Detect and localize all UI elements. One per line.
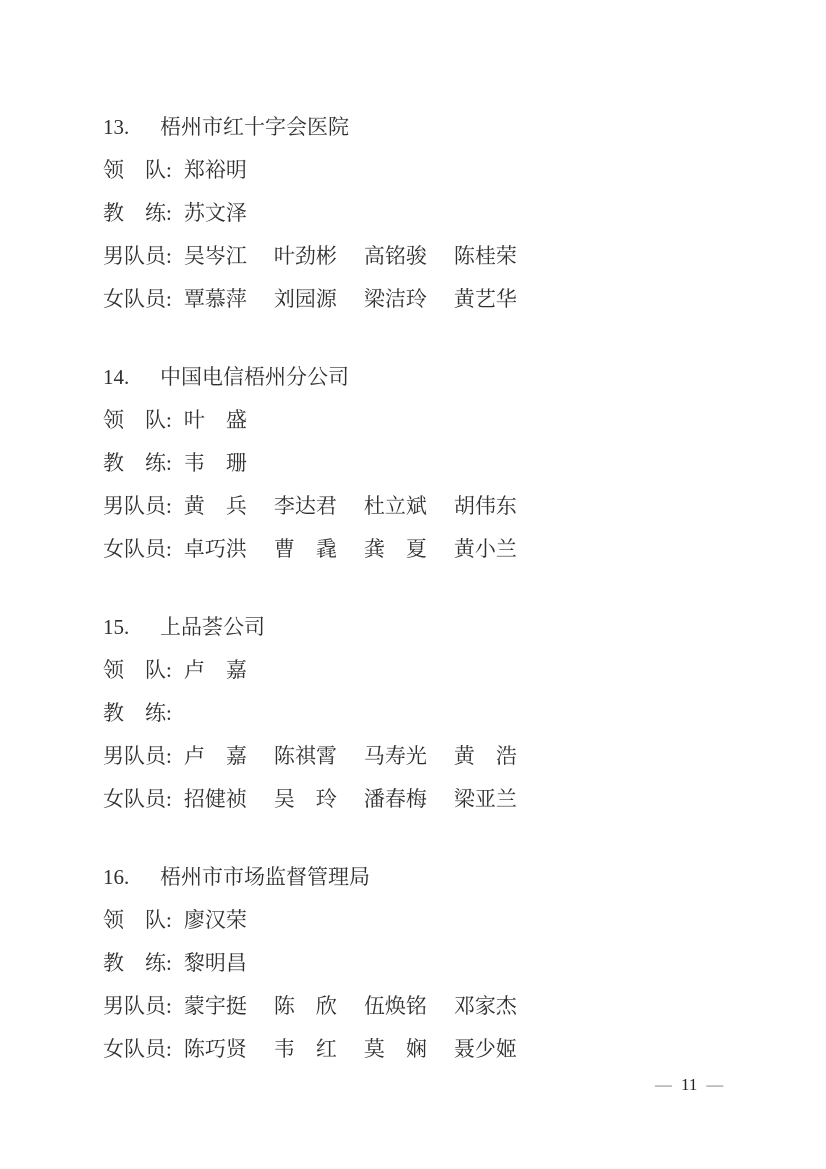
member-name: 黎明昌 [183, 951, 247, 975]
section-number: 16. [103, 865, 130, 889]
roster-row [103, 485, 544, 528]
team-section [103, 356, 544, 571]
member-name: 黄小兰 [453, 537, 517, 561]
member-name: 叶劲彬 [273, 244, 337, 268]
section-title: 梧州市市场监督管理局 [160, 865, 370, 889]
section-number: 14. [103, 365, 130, 389]
section-heading [103, 856, 544, 899]
roster-row [103, 235, 544, 278]
roster-row [103, 442, 544, 485]
page-number-dash-right: — [706, 1075, 724, 1094]
section-number: 13. [103, 115, 130, 139]
member-name: 梁亚兰 [453, 787, 517, 811]
section-title: 中国电信梧州分公司 [160, 365, 349, 389]
row-label: 教 练: [103, 951, 172, 975]
row-label: 男队员: [103, 494, 172, 518]
member-name: 吴 玲 [273, 787, 337, 811]
member-name: 黄 兵 [183, 494, 247, 518]
section-heading [103, 606, 544, 649]
row-label: 男队员: [103, 994, 172, 1018]
section-title: 上品荟公司 [160, 615, 265, 639]
page-number-dash-left: — [655, 1075, 672, 1094]
roster-row [103, 692, 544, 735]
team-section [103, 856, 544, 1071]
row-label: 女队员: [103, 787, 172, 811]
section-heading [103, 356, 544, 399]
row-label: 男队员: [103, 244, 172, 268]
member-name: 陈祺霄 [273, 744, 337, 768]
row-label: 领 队: [103, 408, 172, 432]
member-name: 卓巧洪 [183, 537, 247, 561]
roster-row [103, 649, 544, 692]
member-name: 韦 红 [273, 1037, 337, 1061]
member-name: 黄 浩 [453, 744, 517, 768]
member-name: 廖汉荣 [183, 908, 247, 932]
member-name: 李达君 [273, 494, 337, 518]
roster-row [103, 399, 544, 442]
member-name: 卢 嘉 [183, 744, 247, 768]
member-name: 郑裕明 [183, 158, 247, 182]
member-name: 刘园源 [273, 287, 337, 311]
member-name: 高铭骏 [363, 244, 427, 268]
member-name: 梁洁玲 [363, 287, 427, 311]
roster-row [103, 278, 544, 321]
member-name: 叶 盛 [183, 408, 247, 432]
page-footer [655, 1074, 723, 1096]
roster-content [103, 106, 544, 1106]
team-section [103, 106, 544, 321]
row-label: 领 队: [103, 658, 172, 682]
row-label: 男队员: [103, 744, 172, 768]
member-name: 潘春梅 [363, 787, 427, 811]
roster-row [103, 985, 544, 1028]
section-heading [103, 106, 544, 149]
section-number: 15. [103, 615, 130, 639]
member-name: 苏文泽 [183, 201, 247, 225]
member-name: 杜立斌 [363, 494, 427, 518]
roster-row [103, 899, 544, 942]
member-name: 陈巧贤 [183, 1037, 247, 1061]
member-name: 韦 珊 [183, 451, 247, 475]
member-name: 曹 毳 [273, 537, 337, 561]
member-name: 伍焕铭 [363, 994, 427, 1018]
row-label: 女队员: [103, 287, 172, 311]
row-label: 领 队: [103, 908, 172, 932]
row-label: 领 队: [103, 158, 172, 182]
member-name: 招健祯 [183, 787, 247, 811]
member-name: 陈 欣 [273, 994, 337, 1018]
roster-row [103, 1028, 544, 1071]
member-name: 聂少姬 [453, 1037, 517, 1061]
roster-row [103, 192, 544, 235]
member-name: 陈桂荣 [453, 244, 517, 268]
roster-row [103, 528, 544, 571]
team-section [103, 606, 544, 821]
row-label: 女队员: [103, 1037, 172, 1061]
member-name: 吴岑江 [183, 244, 247, 268]
member-name: 邓家杰 [453, 994, 517, 1018]
row-label: 教 练: [103, 701, 172, 725]
member-name: 卢 嘉 [183, 658, 247, 682]
row-label: 女队员: [103, 537, 172, 561]
member-name: 龚 夏 [363, 537, 427, 561]
member-name: 黄艺华 [453, 287, 517, 311]
roster-row [103, 942, 544, 985]
section-title: 梧州市红十字会医院 [160, 115, 349, 139]
member-name: 莫 娴 [363, 1037, 427, 1061]
roster-row [103, 778, 544, 821]
member-name: 覃慕萍 [183, 287, 247, 311]
member-name: 马寿光 [363, 744, 427, 768]
member-name: 胡伟东 [453, 494, 517, 518]
page-number: 11 [681, 1075, 698, 1094]
roster-row [103, 149, 544, 192]
row-label: 教 练: [103, 201, 172, 225]
member-name: 蒙宇挺 [183, 994, 247, 1018]
row-label: 教 练: [103, 451, 172, 475]
roster-row [103, 735, 544, 778]
